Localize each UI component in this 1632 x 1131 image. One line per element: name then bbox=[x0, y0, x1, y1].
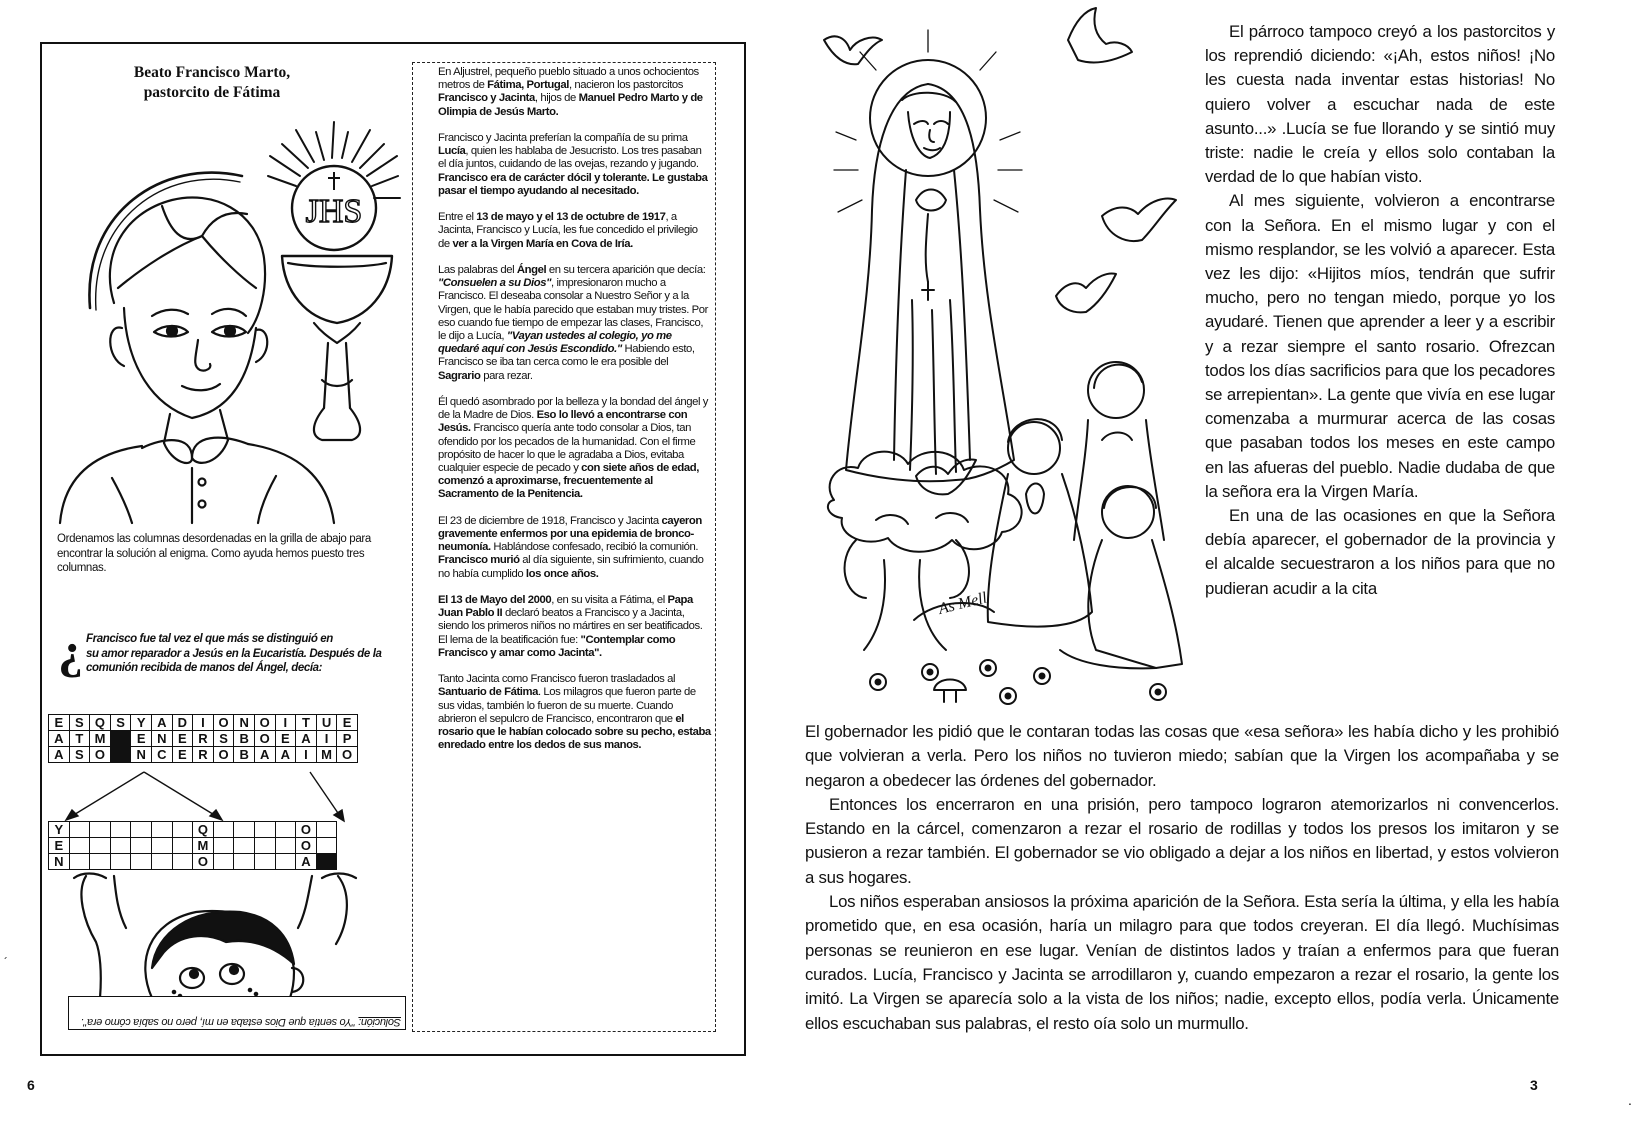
grid-cell: O bbox=[213, 715, 234, 731]
grid-cell: A bbox=[296, 854, 317, 870]
question-rest: su amor reparador a Jesús en la Eucaristía. Después de la comunión recibida de manos del Ángel, decía: bbox=[86, 647, 382, 674]
text-run: Lucía bbox=[438, 145, 466, 158]
grid-cell bbox=[151, 822, 172, 838]
grid-cell: A bbox=[275, 747, 296, 763]
grid-cell: O bbox=[254, 731, 275, 747]
title-line-2: pastorcito de Fátima bbox=[143, 84, 281, 101]
grid-cell: U bbox=[316, 715, 337, 731]
grid-cell bbox=[69, 854, 90, 870]
grid-cell: I bbox=[193, 715, 214, 731]
solution-upside-down bbox=[69, 997, 407, 1031]
page-number: 6 bbox=[27, 1077, 35, 1093]
puzzle-question bbox=[86, 632, 386, 676]
biography-paragraph bbox=[438, 396, 712, 502]
grid-cell bbox=[151, 838, 172, 854]
text-run: Francisco y Jacinta preferían la compañía de su prima bbox=[438, 132, 688, 144]
grid-cell: E bbox=[172, 747, 193, 763]
grid-cell bbox=[110, 854, 131, 870]
grid-row bbox=[49, 854, 337, 870]
text-run: Francisco era de carácter dócil y tolerante. Le gustaba pasar el tiempo ayudando al necesitado. bbox=[438, 171, 708, 197]
grid-cell: E bbox=[172, 731, 193, 747]
story-paragraph: En una de las ocasiones en que la Señora debía aparecer, el gobernador de la provincia y el alcalde secuestraron a los niños para que no pudieran acudir a la cita bbox=[1205, 506, 1555, 598]
text-run: Hablándose confesado, recibió la comunión. bbox=[490, 541, 699, 554]
grid-cell: E bbox=[49, 715, 70, 731]
bottom-mark: . bbox=[1628, 1092, 1632, 1108]
virgin-apparition-illustration bbox=[816, 0, 1204, 712]
story-paragraph: Entonces los encerraron en una prisión, pero tampoco lograron atemorizarlos ni convencerlos. Estando en la cárcel, comenzaron a rezar el rosario de rodillas y todos los presos los imitaron y se pusieron a rezar también. El gobernador se vio obligado a dejar a los niños en libertad, y estos volvieron a sus hogares. bbox=[805, 794, 1559, 887]
grid-cell: M bbox=[316, 747, 337, 763]
grid-cell: I bbox=[316, 731, 337, 747]
text-run: , nacieron los pastorcitos bbox=[568, 79, 684, 92]
text-run: , impresionaron mucho a Francisco. El deseaba consolar a Nuestro Señor y a la Virgen, que le había parecido que estaban muy tristes. Por eso cuando fue tiempo de empezar las clases, Francisco, le dijo a Lucía, bbox=[438, 277, 708, 343]
grid-cell: S bbox=[213, 731, 234, 747]
grid-cell: Y bbox=[131, 715, 152, 731]
story-full-width bbox=[805, 720, 1559, 1036]
grid-cell: O bbox=[254, 715, 275, 731]
grid-row bbox=[49, 822, 337, 838]
page-title bbox=[84, 63, 340, 103]
grid-cell: B bbox=[234, 747, 255, 763]
grid-cell: A bbox=[296, 731, 317, 747]
illustrator-signature: As Mell bbox=[936, 589, 989, 618]
grid-cell: T bbox=[296, 715, 317, 731]
question-mark: ¿ bbox=[58, 622, 83, 678]
grid-cell: O bbox=[296, 822, 317, 838]
grid-cell bbox=[316, 838, 337, 854]
grid-cell bbox=[254, 838, 275, 854]
grid-cell: P bbox=[337, 731, 358, 747]
grid-cell bbox=[69, 822, 90, 838]
grid-cell: S bbox=[110, 715, 131, 731]
right-page bbox=[800, 0, 1632, 1131]
grid-cell bbox=[172, 822, 193, 838]
text-run: Ángel bbox=[516, 264, 547, 276]
text-run: , hijos de bbox=[534, 92, 579, 105]
grid-cell bbox=[213, 838, 234, 854]
child-holding-grid-illustration bbox=[56, 872, 372, 998]
grid-cell: O bbox=[193, 854, 214, 870]
text-run: "Contemplar como Francisco y amar como Jacinta". bbox=[438, 633, 676, 659]
grid-cell bbox=[110, 822, 131, 838]
biography-paragraph bbox=[438, 132, 712, 198]
text-run: Francisco murió bbox=[438, 554, 520, 567]
grid-cell bbox=[234, 854, 255, 870]
grid-cell bbox=[275, 854, 296, 870]
grid-cell bbox=[316, 822, 337, 838]
text-run: Habiendo esto, Francisco se iba tan cerca como le era posible del bbox=[438, 343, 695, 369]
text-run: El 23 de diciembre de 1918, Francisco y Jacinta bbox=[438, 514, 662, 527]
grid-cell bbox=[213, 822, 234, 838]
grid-cell: B bbox=[234, 731, 255, 747]
title-line-1: Beato Francisco Marto, bbox=[133, 64, 291, 81]
grid-cell: E bbox=[49, 838, 70, 854]
biography-paragraph bbox=[438, 515, 712, 581]
grid-cell: E bbox=[131, 731, 152, 747]
francisco-chalice-illustration bbox=[52, 118, 402, 523]
grid-cell bbox=[131, 838, 152, 854]
grid-cell: E bbox=[275, 731, 296, 747]
text-run: Eso lo llevó a encontrarse con Jesús. bbox=[438, 409, 688, 435]
text-run: Francisco y Jacinta bbox=[438, 92, 535, 105]
left-page bbox=[0, 0, 800, 1131]
grid-cell bbox=[110, 838, 131, 854]
solution-box bbox=[68, 996, 406, 1030]
biography-paragraph bbox=[438, 264, 712, 383]
grid-cell bbox=[151, 854, 172, 870]
chalice-monogram: JHS bbox=[305, 193, 363, 230]
grid-cell: R bbox=[193, 731, 214, 747]
text-run: 13 de mayo y el 13 de octubre de 1917 bbox=[476, 211, 666, 224]
grid-row bbox=[49, 715, 358, 731]
text-run: Tanto Jacinta como Francisco fueron trasladados al bbox=[438, 673, 676, 686]
grid-cell-blocked bbox=[110, 747, 131, 763]
biography-paragraph bbox=[438, 594, 712, 660]
text-run: "Vayan ustedes al colegio, yo me quedaré aquí con Jesús Escondido." bbox=[438, 330, 672, 356]
grid-cell bbox=[275, 822, 296, 838]
grid-cell: I bbox=[275, 715, 296, 731]
text-run: , en su visita a Fátima, el bbox=[551, 594, 668, 607]
grid-cell-blocked bbox=[316, 854, 337, 870]
grid-cell: T bbox=[69, 731, 90, 747]
grid-cell bbox=[213, 854, 234, 870]
text-run: Fátima, Portugal bbox=[487, 79, 569, 92]
grid-cell: O bbox=[296, 838, 317, 854]
grid-cell bbox=[234, 838, 255, 854]
grid-cell: S bbox=[69, 747, 90, 763]
puzzle-instructions: Ordenamos las columnas desordenadas en la grilla de abajo para encontrar la solución al enigma. Como ayuda hemos puesto tres columnas. bbox=[57, 533, 371, 574]
grid-cell bbox=[90, 838, 111, 854]
grid-cell: C bbox=[151, 747, 172, 763]
grid-cell bbox=[131, 854, 152, 870]
grid-cell: D bbox=[172, 715, 193, 731]
story-paragraph: Al mes siguiente, volvieron a encontrarse con la Señora. En el mismo lugar y con el mismo resplandor, se les volvió a aparecer. Esta vez les dijo: «Hijitos míos, tendrán que sufrir mucho, pero no tengan miedo, porque yo los ayudaré. Tienen que aprender a leer y a escribir y a rezar siempre el santo rosario. Ofrezcan todos los días sacrificios para que los pecadores se arrepientan». La gente que vivía en ese lugar comenzaba a murmurar acerca de las cosas que pasaban todos los meses en este campo en las afueras del pueblo. Nadie dudaba de que la señora era la Virgen María. bbox=[1205, 191, 1555, 501]
grid-cell: O bbox=[337, 747, 358, 763]
text-run: declaró beatos a Francisco y a Jacinta, siendo los primeros niños no mártires en ser beatificados. El lema de la beatificación fue: bbox=[438, 607, 703, 646]
grid-cell: N bbox=[131, 747, 152, 763]
text-run: "Consuelen a su Dios" bbox=[438, 277, 552, 290]
solution-grid bbox=[48, 821, 337, 870]
grid-cell: O bbox=[213, 747, 234, 763]
grid-cell bbox=[234, 822, 255, 838]
text-run: , a Jacinta, Francisco y Lucía, les fue concedido el privilegio de bbox=[438, 211, 698, 250]
grid-cell bbox=[172, 838, 193, 854]
grid-cell-blocked bbox=[110, 731, 131, 747]
grid-cell: N bbox=[151, 731, 172, 747]
text-run: Las palabras del bbox=[438, 264, 517, 276]
text-run: los once años. bbox=[525, 567, 599, 580]
grid-cell bbox=[254, 822, 275, 838]
grid-cell: M bbox=[90, 731, 111, 747]
grid-cell: I bbox=[296, 747, 317, 763]
text-run: Santuario de Fátima bbox=[438, 686, 538, 699]
margin-mark: ´ bbox=[4, 955, 8, 969]
text-run: Entre el bbox=[438, 211, 477, 224]
text-run: en su tercera aparición que decía: bbox=[546, 264, 706, 276]
grid-cell bbox=[69, 838, 90, 854]
text-run: con siete años de edad, comenzó a aproximarse, frecuentemente al Sacramento de la Penitencia. bbox=[438, 462, 699, 501]
grid-cell: N bbox=[234, 715, 255, 731]
grid-cell: E bbox=[337, 715, 358, 731]
biography-paragraph bbox=[438, 673, 712, 752]
text-run: Él quedó asombrado por la belleza y la bondad del ángel y de la Madre de Dios. bbox=[438, 396, 708, 422]
grid-cell: A bbox=[254, 747, 275, 763]
grid-cell: A bbox=[151, 715, 172, 731]
text-run: el rosario que le habían colocado sobre su pecho, estaba enredado entre los dedos de sus manos. bbox=[438, 712, 711, 752]
grid-cell: N bbox=[49, 854, 70, 870]
scrambled-grid bbox=[48, 714, 358, 763]
grid-row bbox=[49, 838, 337, 854]
grid-cell: Q bbox=[90, 715, 111, 731]
grid-cell: O bbox=[90, 747, 111, 763]
grid-cell bbox=[254, 854, 275, 870]
biography-column bbox=[412, 62, 716, 1032]
question-line-1: Francisco fue tal vez el que más se distinguió en bbox=[86, 633, 333, 645]
grid-cell bbox=[275, 838, 296, 854]
solution-label: Solución: bbox=[358, 1016, 401, 1028]
text-run: En Aljustrel, pequeño pueblo situado a unos ochocientos metros de bbox=[438, 66, 699, 92]
text-run: cayeron gravemente enfermos por una epidemia de bronco-neumonía. bbox=[438, 514, 702, 554]
solution-answer: "Yo sentía que Dios estaba en mí, pero no sabía cómo era". bbox=[80, 1016, 356, 1028]
text-run: Manuel Pedro Marto y de Olimpia de Jesús Marto. bbox=[438, 92, 703, 118]
grid-cell: A bbox=[49, 731, 70, 747]
biography-paragraph bbox=[438, 66, 712, 119]
story-paragraph: El gobernador les pidió que le contaran todas las cosas que «esa señora» les había dicho y les prohibió que volvieran a verla. Pero los niños no tuvieron miedo; sabían que la Virgen los acompañaba y se negaron a obedecer las órdenes del gobernador. bbox=[805, 722, 1559, 790]
grid-cell bbox=[90, 822, 111, 838]
grid-row bbox=[49, 747, 358, 763]
text-run: . Los milagros que fueron parte de sus vidas, también lo fueron de su muerte. Cuando abrieron el sepulcro de Francisco, encontraron que bbox=[438, 686, 696, 725]
text-run: Sagrario bbox=[438, 369, 481, 382]
grid-cell bbox=[172, 854, 193, 870]
grid-cell: Y bbox=[49, 822, 70, 838]
text-run: , quien les hablaba de Jesucristo. Los tres pasaban el día juntos, cuidando de las ovejas, rezando y jugando. bbox=[438, 145, 702, 171]
grid-cell bbox=[90, 854, 111, 870]
text-run: Papa Juan Pablo II bbox=[438, 594, 693, 620]
text-run: al día siguiente, sin sufrimiento, cuando no había cumplido bbox=[438, 554, 704, 580]
grid-arrows bbox=[48, 764, 378, 824]
grid-cell bbox=[131, 822, 152, 838]
text-run: ver a la Virgen María en Cova de Iría. bbox=[452, 237, 633, 250]
grid-cell: R bbox=[193, 747, 214, 763]
text-run: El 13 de Mayo del 2000 bbox=[438, 594, 552, 607]
biography-paragraph bbox=[438, 211, 712, 251]
text-run: para rezar. bbox=[480, 369, 533, 382]
grid-row bbox=[49, 731, 358, 747]
story-paragraph: El párroco tampoco creyó a los pastorcitos y los reprendió diciendo: «¡Ah, estos niños! ¡No les cuesta nada inventar estas historias! No quiero volver a escuchar nada de este asunto...» .Lucía se fue llorando y se sintió muy triste: nadie le creía y ellos solo contaban la verdad de lo que habían visto. bbox=[1205, 22, 1555, 187]
grid-cell: A bbox=[49, 747, 70, 763]
grid-cell: S bbox=[69, 715, 90, 731]
page-number-right: 3 bbox=[1530, 1077, 1538, 1093]
text-run: Francisco quería ante todo consolar a Dios, tan ofendido por los pecados de la humanidad. Con el firme propósito de hacer lo que le agradaba a Dios, evitaba cualquier especie de pecado y bbox=[438, 422, 696, 475]
story-paragraph: Los niños esperaban ansiosos la próxima aparición de la Señora. Esta sería la última, y ella les había prometido que, en esa ocasión, haría un milagro para que todos creyeran. El día llegó. Muchísimas personas se reunieron en ese lugar. Venían de distintos lados y traían a enfermos para que fueran curados. Lucía, Francisco y Jacinta se arrodillaron y, cuando empezaron a rezar el rosario, la gente los imitó. La Virgen se aparecía solo a la vista de los niños; nadie, excepto ellos, podía verla. Únicamente ellos escuchaban sus palabras, el resto oía solo un murmullo. bbox=[805, 892, 1559, 1033]
grid-cell: M bbox=[193, 838, 214, 854]
story-column bbox=[1205, 20, 1555, 601]
grid-cell: Q bbox=[193, 822, 214, 838]
